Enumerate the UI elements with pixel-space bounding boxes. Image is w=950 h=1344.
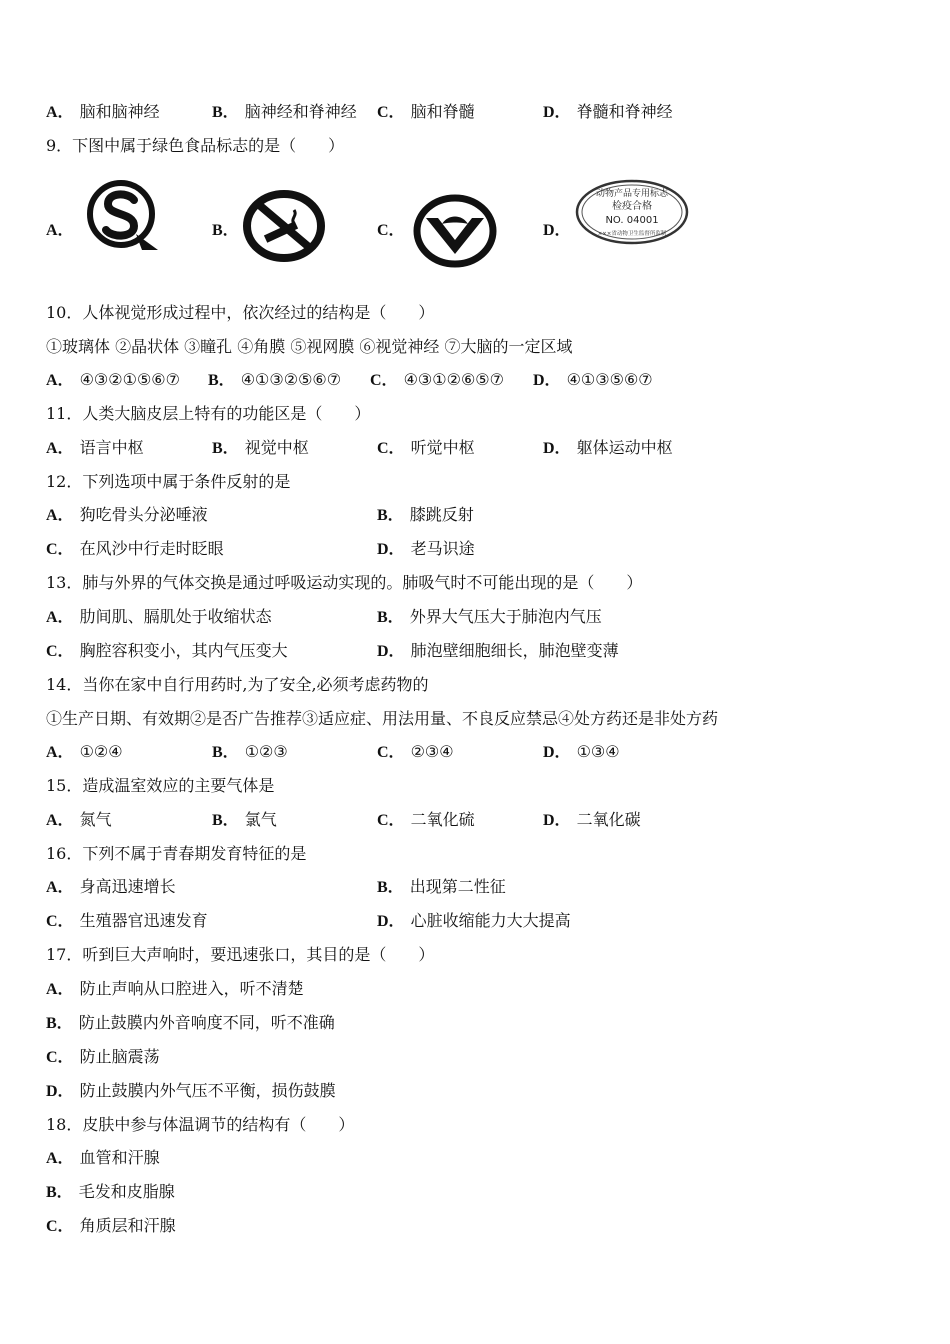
quarantine-seal-icon <box>574 178 690 246</box>
q10-items: ①玻璃体 ②晶状体 ③瞳孔 ④角膜 ⑤视网膜 ⑥视觉神经 ⑦大脑的一定区域 <box>46 337 573 356</box>
q9-stem: 9．下图中属于绿色食品标志的是（ ） <box>46 136 345 155</box>
q8-option-b: B． 脑神经和脊神经 <box>212 102 357 121</box>
q14-option-d: D． ①③④ <box>543 742 620 761</box>
green-food-logo-icon <box>412 194 498 268</box>
q17-option-c: C． 防止脑震荡 <box>46 1047 160 1066</box>
q10-option-a: A． ④③②①⑤⑥⑦ <box>46 370 180 389</box>
q11-option-d: D． 躯体运动中枢 <box>543 438 673 457</box>
q14-option-b: B． ①②③ <box>212 742 288 761</box>
q16-option-b: B． 出现第二性征 <box>377 877 506 896</box>
q17-stem: 17．听到巨大声响时，要迅速张口，其目的是（ ） <box>46 945 435 964</box>
q14-option-a: A． ①②④ <box>46 742 123 761</box>
q15-option-c: C． 二氧化硫 <box>377 810 475 829</box>
q15-option-a: A． 氮气 <box>46 810 112 829</box>
q16-stem: 16．下列不属于青春期发育特征的是 <box>46 844 307 863</box>
q13-option-d: D． 肺泡壁细胞细长，肺泡壁变薄 <box>377 641 619 660</box>
q16-option-d: D． 心脏收缩能力大大提高 <box>377 911 571 930</box>
q11-option-c: C． 听觉中枢 <box>377 438 475 457</box>
q9-option-b-label: B． <box>212 222 239 239</box>
q18-option-a: A． 血管和汗腺 <box>46 1148 160 1167</box>
q13-option-b: B． 外界大气压大于肺泡内气压 <box>377 607 602 626</box>
q18-option-b: B． 毛发和皮脂腺 <box>46 1182 175 1201</box>
q9-option-d-label: D． <box>543 222 571 239</box>
q17-option-d: D． 防止鼓膜内外气压不平衡，损伤鼓膜 <box>46 1081 336 1100</box>
q16-option-a: A． 身高迅速增长 <box>46 877 176 896</box>
q17-option-b: B． 防止鼓膜内外音响度不同，听不准确 <box>46 1013 335 1032</box>
q18-option-c: C． 角质层和汗腺 <box>46 1216 176 1235</box>
seal-line-3: NO. 04001 <box>605 215 659 226</box>
s-logo-icon <box>84 180 164 252</box>
q13-stem: 13．肺与外界的气体交换是通过呼吸运动实现的。肺吸气时不可能出现的是（ ） <box>46 573 643 592</box>
q11-stem: 11．人类大脑皮层上特有的功能区是（ ） <box>46 404 371 423</box>
q11-option-b: B． 视觉中枢 <box>212 438 309 457</box>
q12-option-b: B． 膝跳反射 <box>377 505 474 524</box>
q11-option-a: A． 语言中枢 <box>46 438 144 457</box>
q8-option-a: A． 脑和脑神经 <box>46 102 160 121</box>
q15-stem: 15．造成温室效应的主要气体是 <box>46 776 275 795</box>
q18-stem: 18．皮肤中参与体温调节的结构有（ ） <box>46 1115 355 1134</box>
seal-line-1: 动物产品专用标志 <box>595 189 669 199</box>
q14-items: ①生产日期、有效期②是否广告推荐③适应症、用法用量、不良反应禁忌④处方药还是非处方药 <box>46 709 719 728</box>
q10-option-c: C． ④③①②⑥⑤⑦ <box>370 370 504 389</box>
q13-option-c: C． 胸腔容积变小，其内气压变大 <box>46 641 288 660</box>
q12-option-a: A． 狗吃骨头分泌唾液 <box>46 505 208 524</box>
q10-option-d: D． ④①③⑤⑥⑦ <box>533 370 653 389</box>
no-smoking-icon <box>242 190 326 262</box>
q13-option-a: A． 肋间肌、膈肌处于收缩状态 <box>46 607 272 626</box>
q8-option-c: C． 脑和脊髓 <box>377 102 475 121</box>
q12-option-c: C． 在风沙中行走时眨眼 <box>46 539 224 558</box>
q12-option-d: D． 老马识途 <box>377 539 475 558</box>
q16-option-c: C． 生殖器官迅速发育 <box>46 911 208 930</box>
q9-option-c-label: C． <box>377 222 405 239</box>
q15-option-b: B． 氯气 <box>212 810 277 829</box>
q17-option-a: A． 防止声响从口腔进入，听不清楚 <box>46 979 304 998</box>
q14-option-c: C． ②③④ <box>377 742 454 761</box>
seal-line-4: ×××省动物卫生监督所监制 <box>597 231 667 237</box>
q10-stem: 10．人体视觉形成过程中，依次经过的结构是（ ） <box>46 303 435 322</box>
q12-stem: 12．下列选项中属于条件反射的是 <box>46 472 291 491</box>
seal-line-2: 检疫合格 <box>612 201 652 212</box>
q8-option-d: D． 脊髓和脊神经 <box>543 102 673 121</box>
q14-stem: 14．当你在家中自行用药时,为了安全,必须考虑药物的 <box>46 675 429 694</box>
q9-option-a-label: A． <box>46 222 74 239</box>
q15-option-d: D． 二氧化碳 <box>543 810 641 829</box>
q10-option-b: B． ④①③②⑤⑥⑦ <box>208 370 342 389</box>
